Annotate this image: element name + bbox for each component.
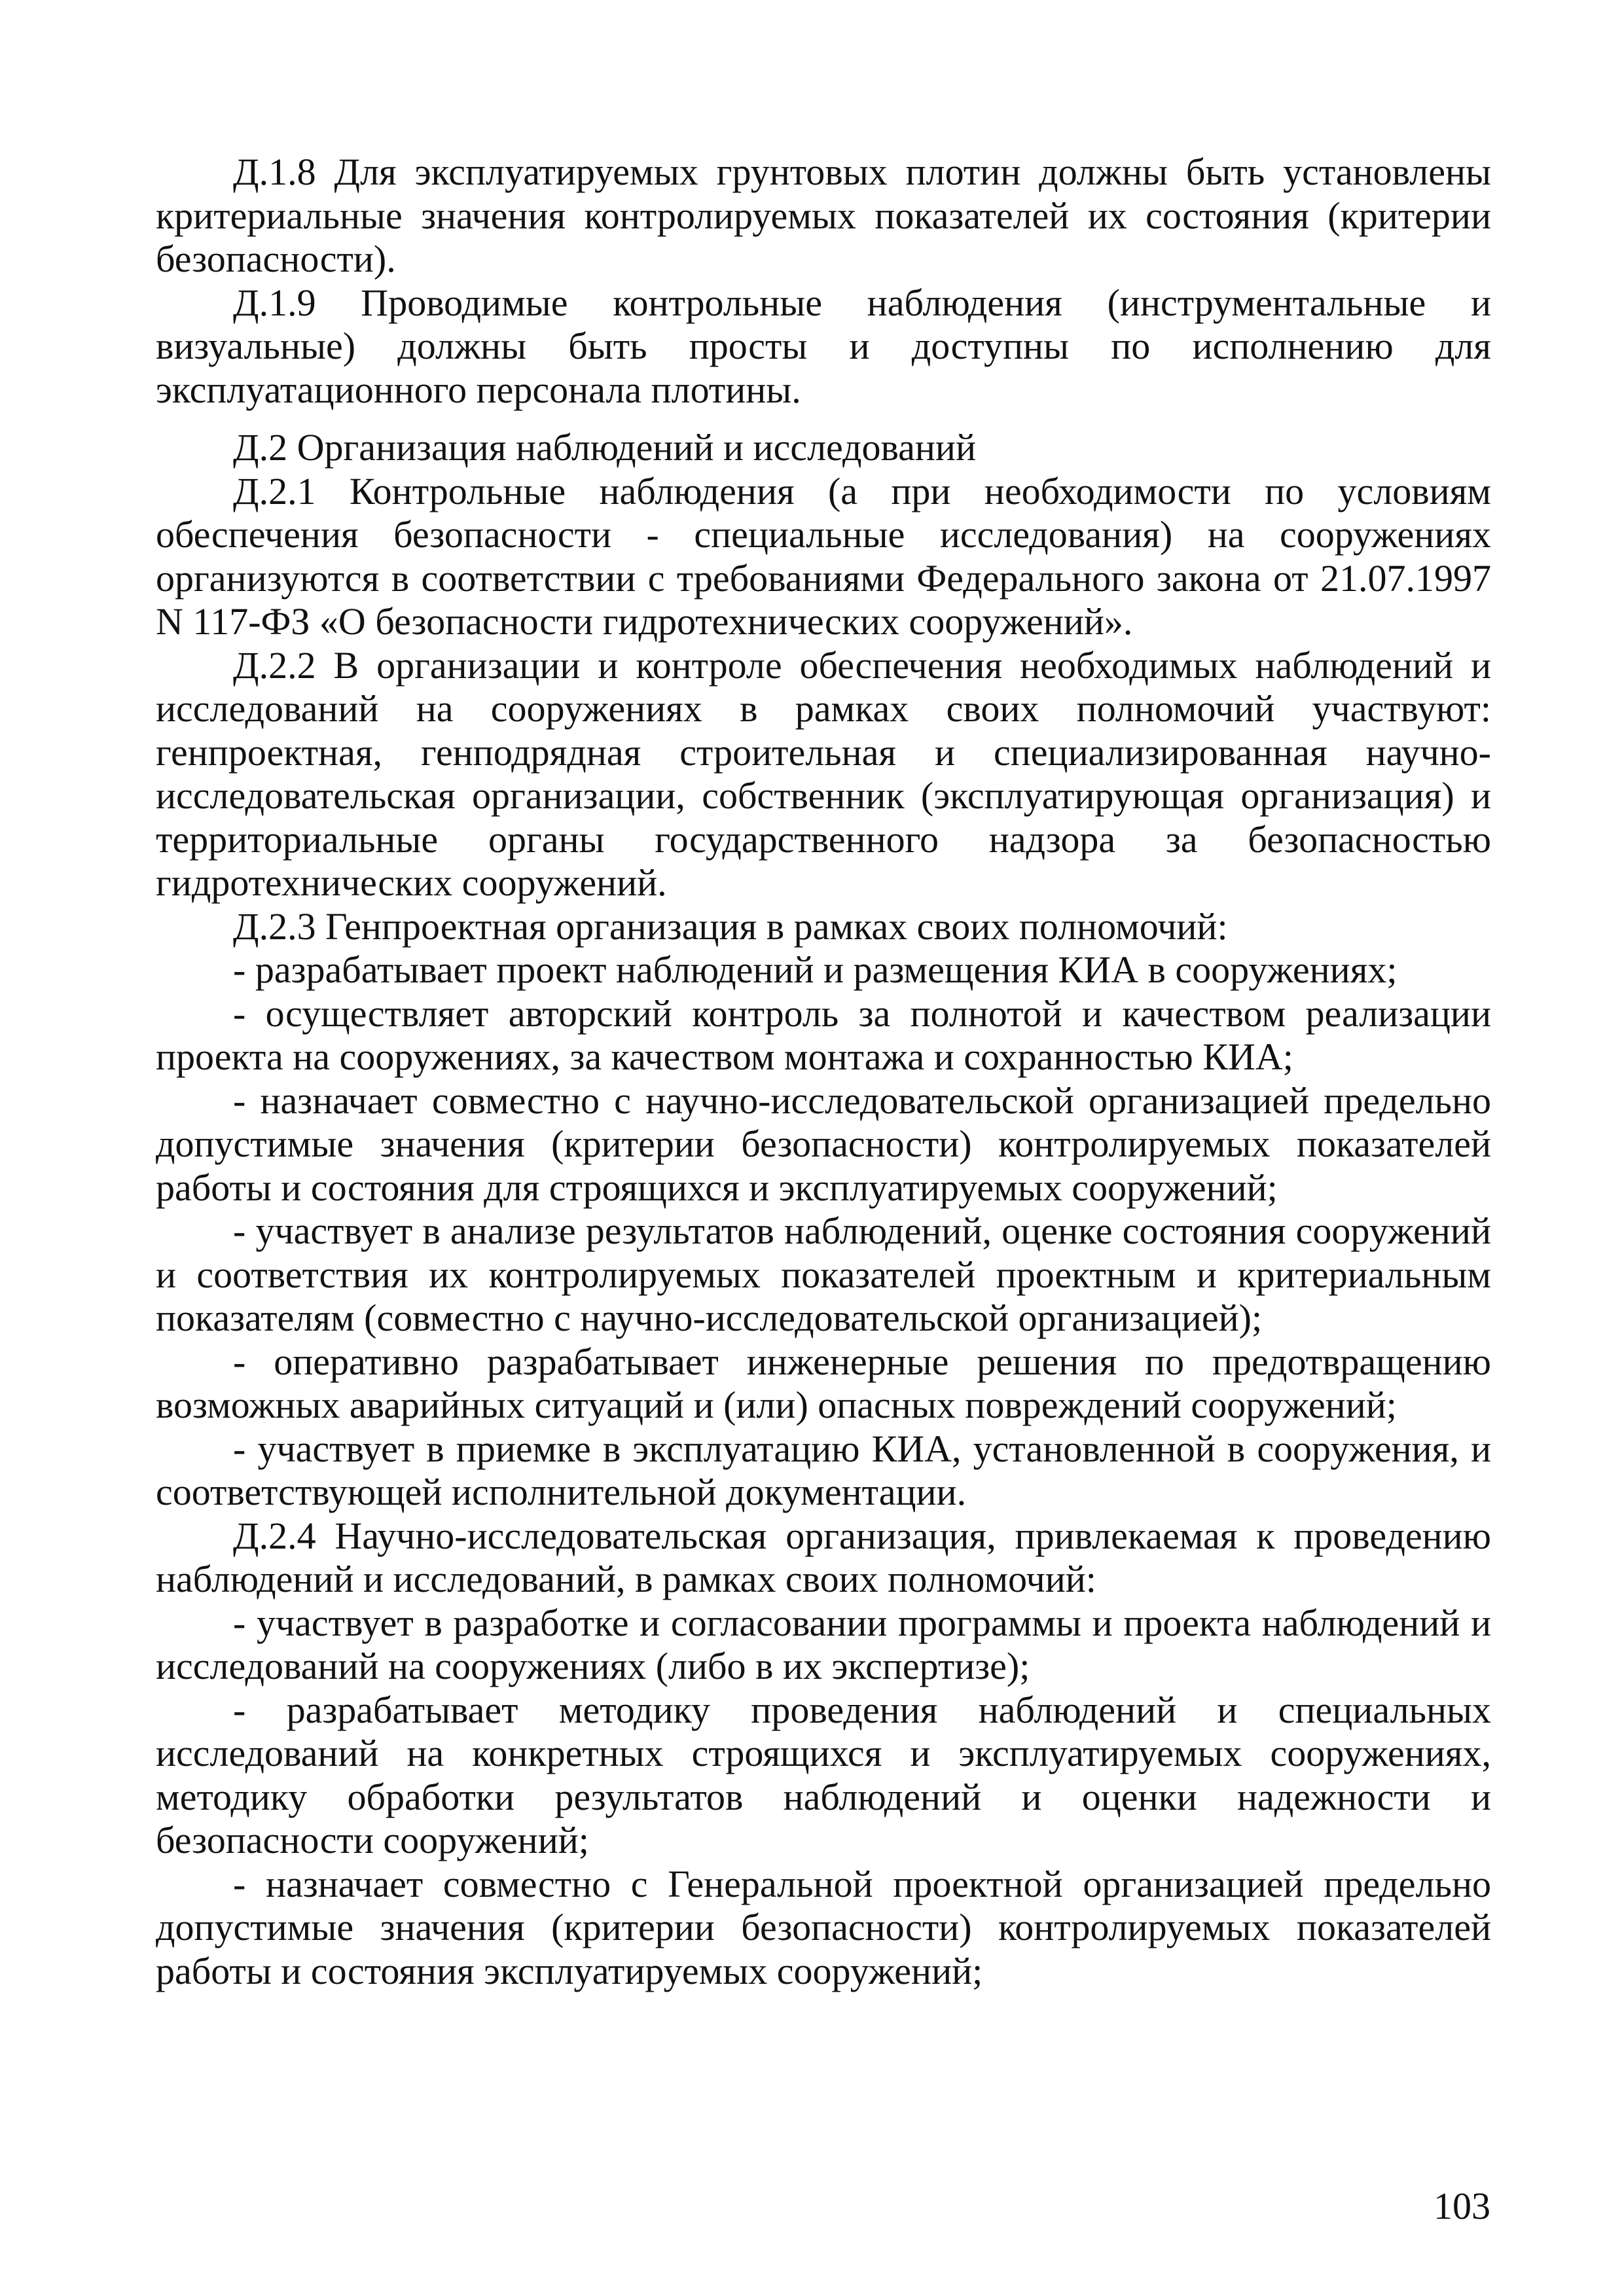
list-item: - участвует в анализе результатов наблюдений, оценке состояния сооружений и соответствия их контролируемых показателей проектным и критериальным показателям (совместно с научно-исследовательской организацией);: [156, 1210, 1491, 1339]
list-item: - участвует в приемке в эксплуатацию КИА, установленной в сооружения, и соответствующей исполнительной документации.: [156, 1427, 1491, 1513]
list-item: - назначает совместно с Генеральной проектной организацией предельно допустимые значения (критерии безопасности) контролируемых показателей работы и состояния эксплуатируемых сооружений;: [156, 1862, 1491, 1992]
paragraph-d-2-4: Д.2.4 Научно-исследовательская организация, привлекаемая к проведению наблюдений и исследований, в рамках своих полномочий:: [156, 1514, 1491, 1600]
paragraph-d-2-3: Д.2.3 Генпроектная организация в рамках своих полномочий:: [233, 905, 1228, 948]
document-page: [156, 151, 1491, 1993]
list-item: - назначает совместно с научно-исследовательской организацией предельно допустимые значения (критерии безопасности) контролируемых показателей работы и состояния для строящихся и эксплуатируемых сооружений;: [156, 1079, 1491, 1209]
list-item: - осуществляет авторский контроль за полнотой и качеством реализации проекта на сооружениях, за качеством монтажа и сохранностью КИА;: [156, 992, 1491, 1078]
paragraph-d-2-2: Д.2.2 В организации и контроле обеспечения необходимых наблюдений и исследований на сооружениях в рамках своих полномочий участвуют: генпроектная, генподрядная строительная и специализированная научно-исследовательская организации, собственник (эксплуатирующая организация) и территориальные органы государственного надзора за безопасностью гидротехнических сооружений.: [156, 643, 1491, 904]
list-item: - участвует в разработке и согласовании программы и проекта наблюдений и исследований на сооружениях (либо в их экспертизе);: [156, 1601, 1491, 1687]
page-number: 103: [1434, 2185, 1490, 2227]
list-item: - оперативно разрабатывает инженерные решения по предотвращению возможных аварийных ситуаций и (или) опасных повреждений сооружений;: [156, 1340, 1491, 1426]
list-item: - разрабатывает методику проведения наблюдений и специальных исследований на конкретных строящихся и эксплуатируемых сооружениях, методику обработки результатов наблюдений и оценки надежности и безопасности сооружений;: [156, 1688, 1491, 1861]
paragraph-d-1-9: Д.1.9 Проводимые контрольные наблюдения (инструментальные и визуальные) должны быть просты и доступны по исполнению для эксплуатационного персонала плотины.: [156, 281, 1491, 411]
paragraph-d-2-1: Д.2.1 Контрольные наблюдения (а при необходимости по условиям обеспечения безопасности - специальные исследования) на сооружениях организуются в соответствии с требованиями Федерального закона от 21.07.1997 N 117-ФЗ «О безопасности гидротехнических сооружений».: [156, 469, 1491, 643]
section-heading-d-2: Д.2 Организация наблюдений и исследований: [233, 426, 976, 469]
paragraph-d-1-8: Д.1.8 Для эксплуатируемых грунтовых плотин должны быть установлены критериальные значения контролируемых показателей их состояния (критерии безопасности).: [156, 151, 1491, 280]
list-item: - разрабатывает проект наблюдений и размещения КИА в сооружениях;: [233, 948, 1398, 991]
